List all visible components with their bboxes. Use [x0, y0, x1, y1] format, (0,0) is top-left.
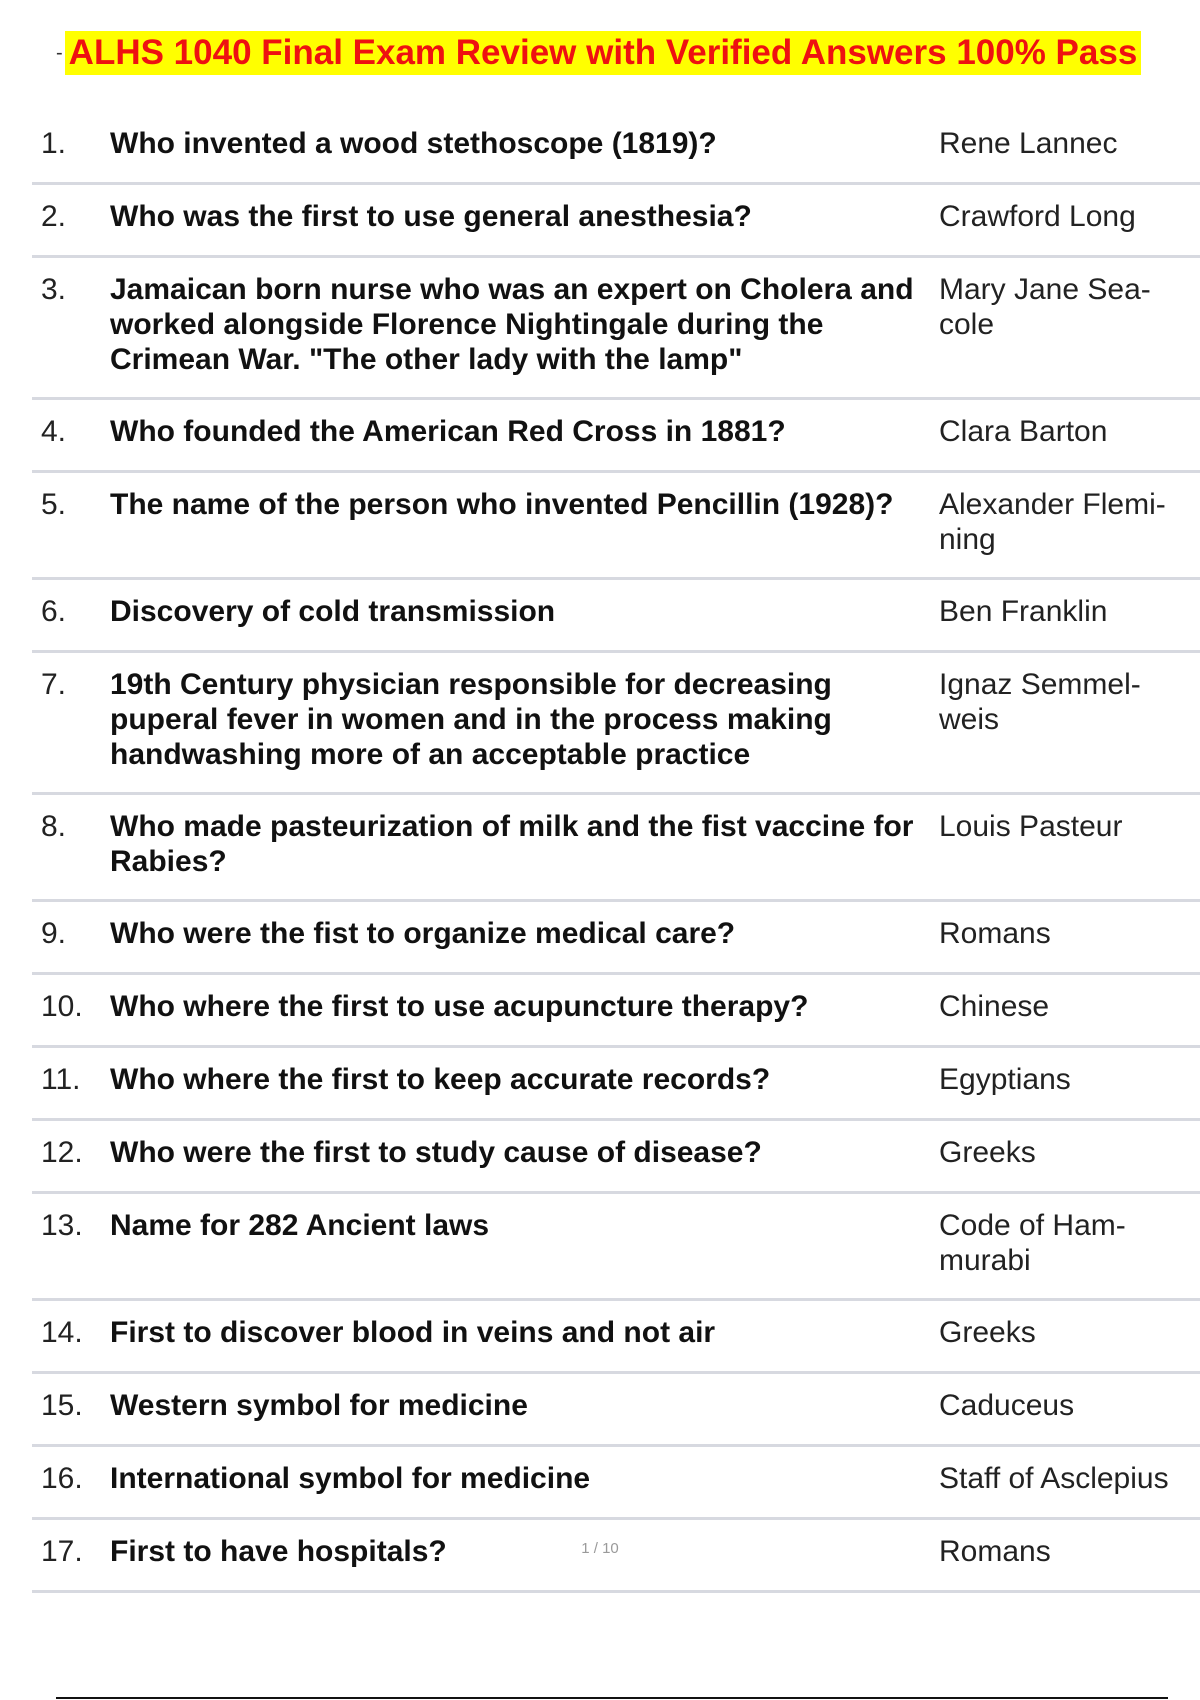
document-header	[56, 30, 1141, 76]
item-number: 4.	[41, 415, 67, 448]
answer-text: Clara Barton	[939, 415, 1108, 448]
answer-text: Chinese	[939, 990, 1050, 1023]
item-number: 17.	[41, 1535, 83, 1568]
question-text: Who founded the American Red Cross in 1881?	[110, 415, 786, 448]
answer-text: Alexander Flemi-ning	[939, 488, 1166, 556]
title-prefix: -	[56, 41, 63, 64]
question-text: Who where the first to keep accurate records?	[110, 1063, 771, 1096]
question-text: Who were the fist to organize medical care?	[110, 917, 736, 950]
page-indicator: 1 / 10	[581, 1540, 619, 1557]
qa-row	[32, 112, 1200, 185]
item-number: 16.	[41, 1462, 83, 1495]
item-number: 6.	[41, 595, 67, 628]
answer-text: Crawford Long	[939, 200, 1136, 233]
answer-text: Code of Ham-murabi	[939, 1209, 1126, 1277]
item-number: 5.	[41, 488, 67, 521]
page-bottom-rule	[56, 1697, 1168, 1699]
qa-row	[32, 473, 1200, 580]
document-title: ALHS 1040 Final Exam Review with Verified Answers 100% Pass	[65, 31, 1142, 75]
answer-text: Romans	[939, 917, 1051, 950]
qa-row	[32, 1301, 1200, 1374]
item-number: 1.	[41, 127, 67, 160]
answer-text: Rene Lannec	[939, 127, 1118, 160]
question-text: Discovery of cold transmission	[110, 595, 556, 628]
item-number: 15.	[41, 1389, 83, 1422]
answer-text: Romans	[939, 1535, 1051, 1568]
qa-row	[32, 795, 1200, 902]
item-number: 13.	[41, 1209, 83, 1242]
qa-row	[32, 580, 1200, 653]
qa-row	[32, 185, 1200, 258]
item-number: 12.	[41, 1136, 83, 1169]
item-number: 11.	[41, 1063, 81, 1096]
question-text: Western symbol for medicine	[110, 1389, 528, 1422]
qa-row	[32, 1194, 1200, 1301]
qa-row	[32, 1121, 1200, 1194]
answer-text: Mary Jane Sea-cole	[939, 273, 1151, 341]
answer-text: Greeks	[939, 1136, 1036, 1169]
qa-list	[32, 112, 1200, 1593]
question-text: Who invented a wood stethoscope (1819)?	[110, 127, 717, 160]
item-number: 7.	[41, 668, 67, 701]
question-text: First to discover blood in veins and not air	[110, 1316, 716, 1349]
item-number: 10.	[41, 990, 83, 1023]
qa-row	[32, 975, 1200, 1048]
question-text: 19th Century physician responsible for decreasing puperal fever in women and in the process making handwashing more of an acceptable practice	[110, 668, 832, 771]
answer-text: Louis Pasteur	[939, 810, 1123, 843]
answer-text: Caduceus	[939, 1389, 1075, 1422]
item-number: 9.	[41, 917, 67, 950]
item-number: 14.	[41, 1316, 83, 1349]
question-text: International symbol for medicine	[110, 1462, 591, 1495]
question-text: Jamaican born nurse who was an expert on Cholera and worked alongside Florence Nightingale during the Crimean War. "The other lady with the lamp"	[110, 273, 914, 376]
qa-row	[32, 400, 1200, 473]
qa-row	[32, 1374, 1200, 1447]
question-text: Who where the first to use acupuncture therapy?	[110, 990, 809, 1023]
answer-text: Greeks	[939, 1316, 1036, 1349]
question-text: Who were the first to study cause of disease?	[110, 1136, 762, 1169]
answer-text: Staff of Asclepius	[939, 1462, 1169, 1495]
qa-row	[32, 1447, 1200, 1520]
item-number: 8.	[41, 810, 67, 843]
qa-row	[32, 902, 1200, 975]
answer-text: Egyptians	[939, 1063, 1071, 1096]
question-text: First to have hospitals?	[110, 1535, 447, 1568]
item-number: 2.	[41, 200, 67, 233]
qa-row	[32, 1048, 1200, 1121]
question-text: Who made pasteurization of milk and the fist vaccine for Rabies?	[110, 810, 914, 878]
answer-text: Ben Franklin	[939, 595, 1108, 628]
answer-text: Ignaz Semmel-weis	[939, 668, 1141, 736]
item-number: 3.	[41, 273, 67, 306]
question-text: The name of the person who invented Pencillin (1928)?	[110, 488, 894, 521]
question-text: Name for 282 Ancient laws	[110, 1209, 490, 1242]
qa-row	[32, 653, 1200, 795]
qa-row	[32, 258, 1200, 400]
question-text: Who was the first to use general anesthesia?	[110, 200, 752, 233]
